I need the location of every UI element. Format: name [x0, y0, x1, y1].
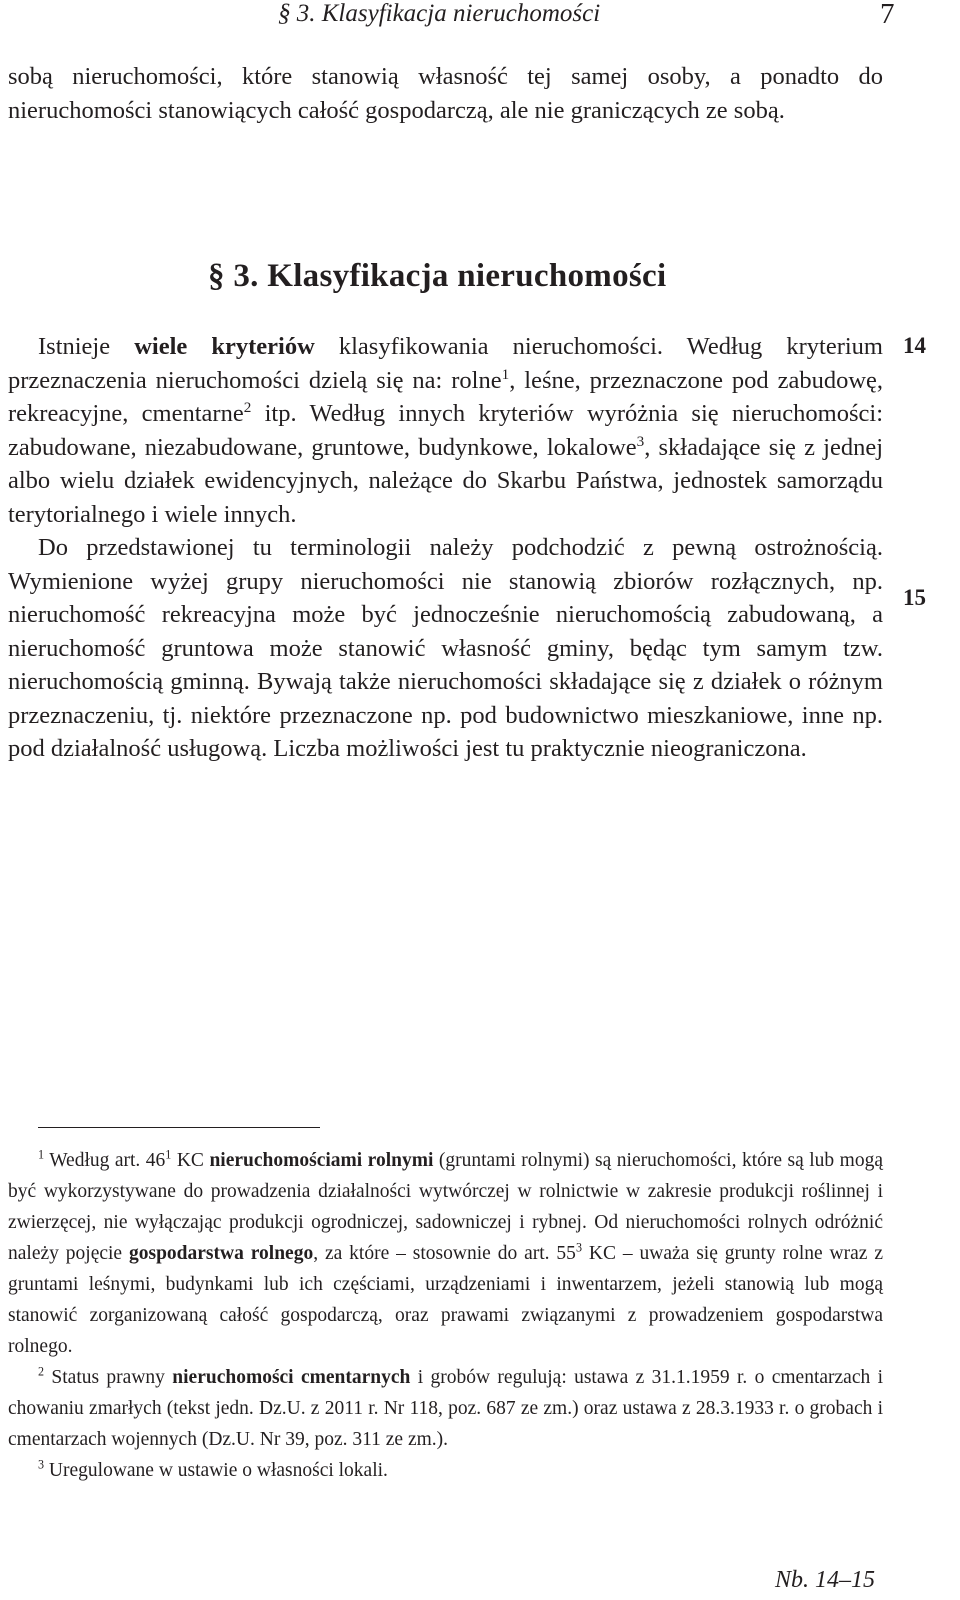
main-text: [8, 330, 883, 766]
page-number: 7: [880, 0, 895, 30]
continuation-paragraph: sobą nieruchomości, które stanowią własność tej samej osoby, a ponadto do nieruchomości stanowiących całość gospodarczą, ale nie graniczących ze sobą.: [8, 63, 883, 124]
footnote-ref-3[interactable]: 3: [636, 432, 645, 450]
footer-nb-reference: Nb. 14–15: [775, 1567, 876, 1593]
footnote-ref-1[interactable]: 1: [501, 365, 510, 383]
paragraph-15: Do przedstawionej tu terminologii należy podchodzić z pewną ostrożnością. Wymienione wyżej grupy nieruchomości nie stanowią zbiorów rozłącznych, np. nieruchomość rekreacyjna może być jednocześnie nieruchomością zabudowaną, a nieruchomość gruntowa może stanowić własność gminy, będąc tym samym tzw. nieruchomością gminną. Bywają także nieruchomości składające się z działek o różnym przeznaczeniu, tj. niektóre przeznaczone np. pod budownictwo mieszkaniowe, inne np. pod działalność usługową. Liczba możliwości jest tu praktycznie nieograniczona.: [8, 534, 883, 762]
footnote-2: $^2$ Status prawny nieruchomości cmentarnych i grobów regulują: ustawa z 31.1.1959 r. o cmentarzach i chowaniu zmarłych (tekst jedn. Dz.U. z 2011 r. Nr 118, poz. 687 ze zm.) oraz ustawa z 28.3.1933 r. o grobach i cmentarzach wojennych (Dz.U. Nr 39, poz. 311 ze zm.).: [8, 1364, 884, 1450]
emphasis-criteria: wiele kryteriów: [134, 333, 315, 360]
continuation-text: [8, 60, 883, 127]
margin-number-14: 14: [903, 333, 926, 358]
footnote-1: $^1$ Według art. $46^1$ KC nieruchomościami rolnymi (gruntami rolnymi) są nieruchomości, które są lub mogą być wykorzystywane do prowadzenia działalności wytwórczej w rolnictwie w zakresie produkcji roślinnej i zwierzęcej, nie wyłączając produkcji ogrodniczej, sadowniczej i rybnej. Od nieruchomości rolnych odróżnić należy pojęcie gospodarstwa rolnego, za które – stosownie do art. $55^3$ KC – uważa się grunty rolne wraz z gruntami leśnymi, budynkami lub ich częściami, urządzeniami i inwentarzem, jeżeli stanowią lub mogą stanowić zorganizowaną całość gospodarczą, oraz prawami związanymi z prowadzeniem gospodarstwa rolnego.: [8, 1147, 883, 1357]
margin-number-15: 15: [903, 585, 926, 610]
footnote-ref-2[interactable]: 2: [243, 398, 252, 416]
footnote-3: $^3$ Uregulowane w ustawie o własności lokali.: [38, 1457, 388, 1481]
paragraph-14: Istnieje wiele kryteriów klasyfikowania nieruchomości. Według kryterium przeznaczenia nieruchomości dzielą się na: rolne$^1$, leśne, przeznaczone pod zabudowę, rekreacyjne, cmentarne$^2$ itp. Według innych kryteriów wyróżnia się nieruchomości: zabudowane, niezabudowane, gruntowe, budynkowe, lokalowe$^3$, składające się z jednej albo wielu działek ewidencyjnych, należące do Skarbu Państwa, jednostek samorządu terytorialnego i wiele innych.: [8, 333, 884, 528]
footnote-separator: [38, 1127, 320, 1128]
running-header-title: § 3. Klasyfikacja nieruchomości: [278, 0, 601, 27]
footnotes: [8, 1145, 883, 1486]
section-heading: § 3. Klasyfikacja nieruchomości: [208, 258, 667, 294]
